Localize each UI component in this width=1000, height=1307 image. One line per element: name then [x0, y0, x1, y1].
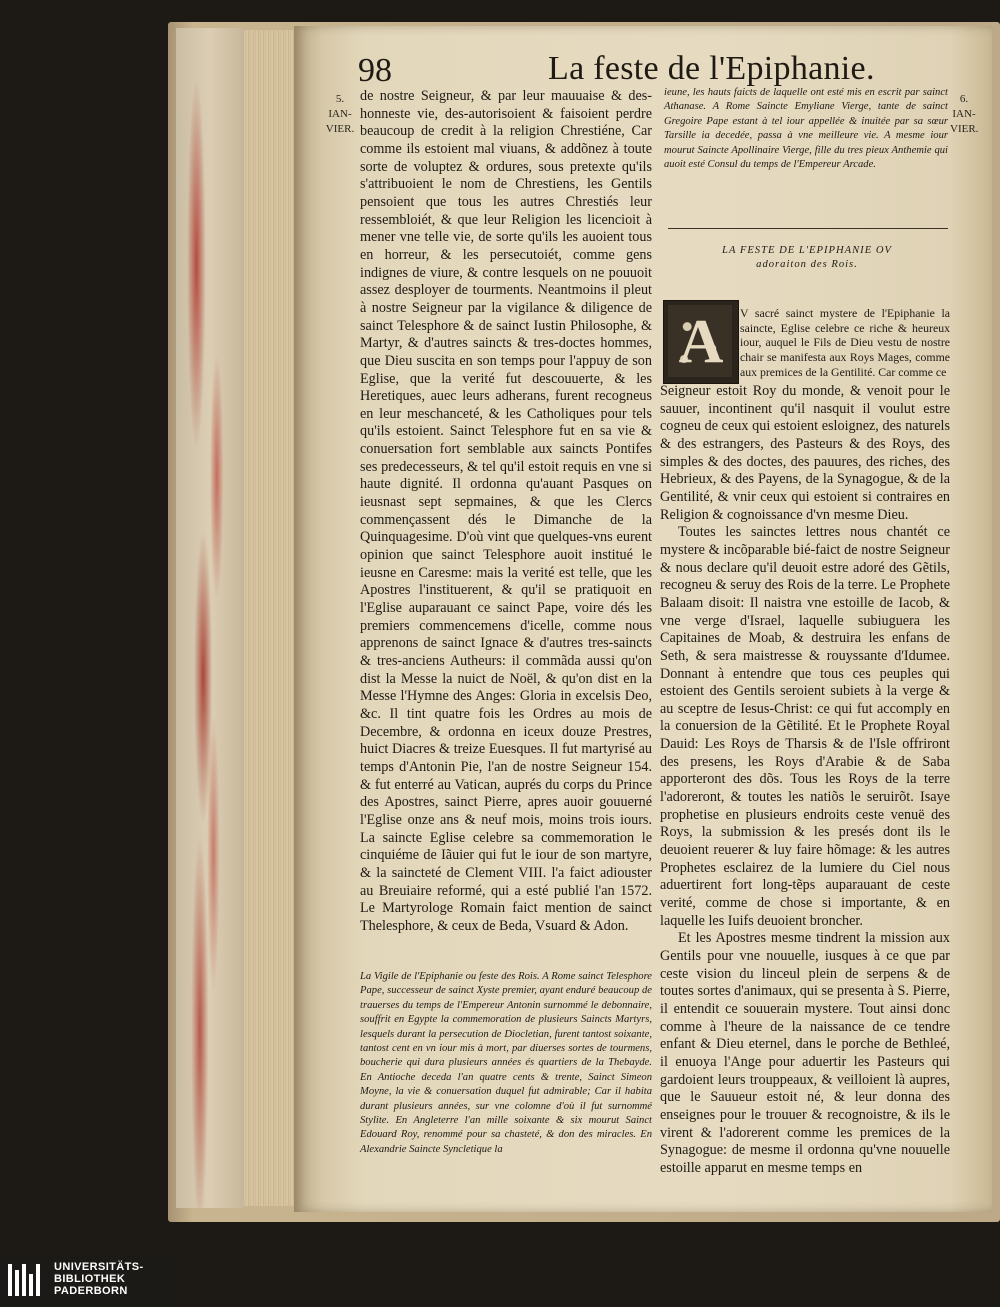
margin-month-b: VIER. [950, 123, 979, 135]
running-title: La feste de l'Epiphanie. [548, 50, 875, 87]
section-divider [668, 228, 948, 229]
section-heading-line1: LA FESTE DE L'EPIPHANIE OV [722, 245, 892, 256]
logo-line: PADERBORN [54, 1285, 128, 1297]
paragraph: de nostre Seigneur, & par leur mauuaise & des-honneste vie, des-autorisoient & faisoient perdre beaucoup de credit à la religion Chrestiéne, Car comme ils estoient mal viuans, & addõnez à toute sorte de voluptez & ordures, sous pretexte qu'ils s'attribuoient le nom de Chrestiens, les Gentils pensoient que tous les autres Chrestiés leur ressembloiét, & que leur Religion les licencioit à mener vne telle vie, de sorte qu'ils les auoient tous en horreur, & les persecutoiét, comme gens indignes de viure, & contre lesquels on ne pouuoit assez desployer de tourments. Neantmoins il pleut à nostre Seigneur par la vigilance & diligence de sainct Telesphore & de sainct Iustin Philosophe, & Martyr, & d'autres saincts & tres-doctes hommes, que Dieu suscita en son temps pour l'appuy de son Eglise, que la verité fut descouuerte, & les Heretiques, auec leurs adherans, furent recogneus en leur meschanceté, & les Catholiques pour tels qu'ils estoient. Sainct Telesphore fut en sa vie & conuersation fort semblable aux saincts Pontifes ses predecesseurs, & tel qu'il estoit requis en vne si haute dignité. Il ordonna qu'auant Pasques on ieusnast sept sepmaines, & que les Clercs commençassent dés le Dimanche de la Quinquagesime. D'où vint que quelques-vns eurent opinion que sainct Telesphore auoit institué le ieusne en Caresme: mais la verité est telle, que les Apostres l'instituerent, & qu'il se pratiquoit en l'Eglise auparauant ce sainct Pape, voire dés les premiers commencemens d'icelle, comme nous apprenons de sainct Ignace & d'autres tres-saincts & tres-anciens Autheurs: il commãda aussi qu'on dist la Messe la nuict de Noël, & qu'on dist en la Messe l'Hymne des Anges: Gloria in excelsis Deo, &c. Il tint quatre fois les Ordres au mois de Decembre, & ordonna en iceux douze Prestres, huict Diacres & treize Euesques. Il fut martyrisé au temps d'Antonin Pie, l'an de nostre Seigneur 154. & fut enterré au Vatican, auprés du corps du Prince des Apostres, sainct Pierre, apres auoir gouuerné l'Eglise onze ans & neuf mois, moins trois iours. La saincte Eglise celebre sa commemoration le cinquiéme de Iãuier qui fut le iour de son martyre, & la saincteté de Clement VIII. l'a faict adiouster au Breuiaire reformé, qui a esté publié l'an 1572. Le Martyrologe Romain faict mention de sainct Thelesphore, & ceux de Beda, Vsuard & Adon. [360, 88, 652, 934]
page-number: 98 [358, 52, 392, 89]
library-logo-icon [6, 1260, 46, 1300]
paragraph: Et les Apostres mesme tindrent la mission aux Gentils pour vne nouuelle, iusques à ce que par ceste vision du linceul plein de serpens & de toutes sortes d'animaux, qui se presenta à S. Pierre, il entendit ce souuerain mystere. Tout ainsi donc comme à l'heure de la naissance de ce tendre enfant & Dieu eternel, dans le porche de Bethleé, il enuoya l'Ange pour aduertir les Pasteurs qui gardoient leurs trouppeaux, & veilloient là aupres, que le Sauueur estoit né, & leur donna des enseignes pour le trouuer & recognoistre, & ils le virent & l'adorerent comme les premices de la Synagogue: de mesme il ordonna qu'vne nouuelle estoille apparut en mesme temps en [660, 930, 950, 1176]
margin-month-a: IAN- [952, 108, 976, 120]
library-logo-text [54, 1261, 144, 1297]
margin-month-b: VIER. [325, 123, 355, 135]
initial-letter: A [678, 308, 724, 376]
martyrology-note-right: ieune, les hauts faicts de laquelle ont esté mis en escrit par sainct Athanase. A Rome Saincte Emyliane Vierge, tante de sainct Gregoire Pape estant à tel iour appellée & inuitée par sa sœur Tarsille ia decedée, passa à vne meilleure vie. A mesme iour mourut Saincte Apollinaire Vierge, fille du tres pieux Anthemie qui auoit esté Consul du temps de l'Empereur Arcade. [664, 87, 948, 171]
section-heading [664, 244, 950, 272]
paragraph: Seigneur estoit Roy du monde, & venoit pour le sauuer, incontinent qu'il nasquit il voulut estre cogneu de ceux qui estoient esloignez, des naturels & des estrangers, des Pasteurs & des Roys, des simples & des doctes, des pauures, des riches, des Hebrieux, & des Payens, de la Synagogue, & de la Gentilité, & vnir ceux qui estoient si contraires en Religion & cognoissance d'vn mesme Dieu. [660, 383, 950, 523]
ornamental-initial [663, 300, 739, 384]
library-logo [0, 1252, 175, 1307]
right-column-text [660, 383, 950, 1178]
logo-line: UNIVERSITÄTS- [54, 1261, 144, 1273]
margin-day: 6. [959, 93, 969, 105]
margin-day: 5. [335, 93, 345, 105]
margin-date-right [950, 92, 978, 137]
left-column-text [360, 88, 652, 936]
paragraph: Toutes les sainctes lettres nous chantét ce mystere & incõparable bié-faict de nostre Seigneur & nous declare qu'il deuoit estre adoré des Gẽtils, recogneu & seruy des Rois de la terre. Le Prophete Balaam disoit: Il naistra vne estoille de Iacob, & vne verge d'Israel, laquelle subiuguera les Capitaines de Moab, & destruira les enfans de Seth, & sera maistresse & rouyssante d'Idumee. Donnant à entendre que tous ces peuples qui estoient des Gentils seroient subiets à la verge & au sceptre de Iesus-Christ: ce qui fut accomply en la conuersion de la Gẽtilité. Et le Prophete Royal Dauid: Les Roys de Tharsis & de l'Isle offriront des presens, les Roys d'Arabie & de Saba apporteront des dõs. Tous les Roys de la terre l'adoreront, & toutes les natiõs le seruirõt. Isaye prophetise en plusieurs endroits ceste venuë des Roys, la submission & les presés dont ils le deuoient reuerer & luy faire hõmage: & les autres Prophetes esclairez de la lumiere du Ciel nous aduertirent fort long-tẽps auparauant de ceste verité, comme de chose si importante, & en laquelle les Iuifs deuoient broncher. [660, 524, 950, 929]
margin-date-left [322, 92, 358, 137]
right-column-opening: V sacré sainct mystere de l'Epiphanie la saincte, Eglise celebre ce riche & heureux iour, auquel le Fils de Dieu vestu de nostre chair se manifesta aux Roys Mages, comme aux premices de la Gentilité. Car comme ce [740, 306, 950, 379]
logo-line: BIBLIOTHEK [54, 1273, 126, 1285]
page-edges [244, 30, 294, 1206]
martyrology-note-left: La Vigile de l'Epiphanie ou feste des Rois. A Rome sainct Telesphore Pape, successeur de sainct Xyste premier, ayant enduré beaucoup de trauerses du temps de l'Empereur Antonin surnommé le debonnaire, souffrit en Egypte la commemoration de plusieurs Saincts Martyrs, lesquels durant la persecution de Diocletian, furent tantost soixante, tantost cent en vn iour mis à mort, par diuerses sortes de tourmens, boucherie qui dura plusieurs années és quartiers de la Thebayde. En Antioche deceda l'an quatre cents & trente, Sainct Simeon Moyne, la vie & conuersation duquel fut admirable; Car il habita durant plusieurs années, sur vne colomne d'où il fut surnommé Stylite. En Angleterre l'an mille soixante & six mourut Sainct Edouard Roy, renommé pour sa chasteté, & don des miracles. En Alexandrie Saincte Syncletique la [360, 971, 652, 1155]
section-heading-line2: adoraiton des Rois. [756, 259, 858, 270]
marbled-endpaper [176, 28, 244, 1208]
margin-month-a: IAN- [328, 108, 352, 120]
